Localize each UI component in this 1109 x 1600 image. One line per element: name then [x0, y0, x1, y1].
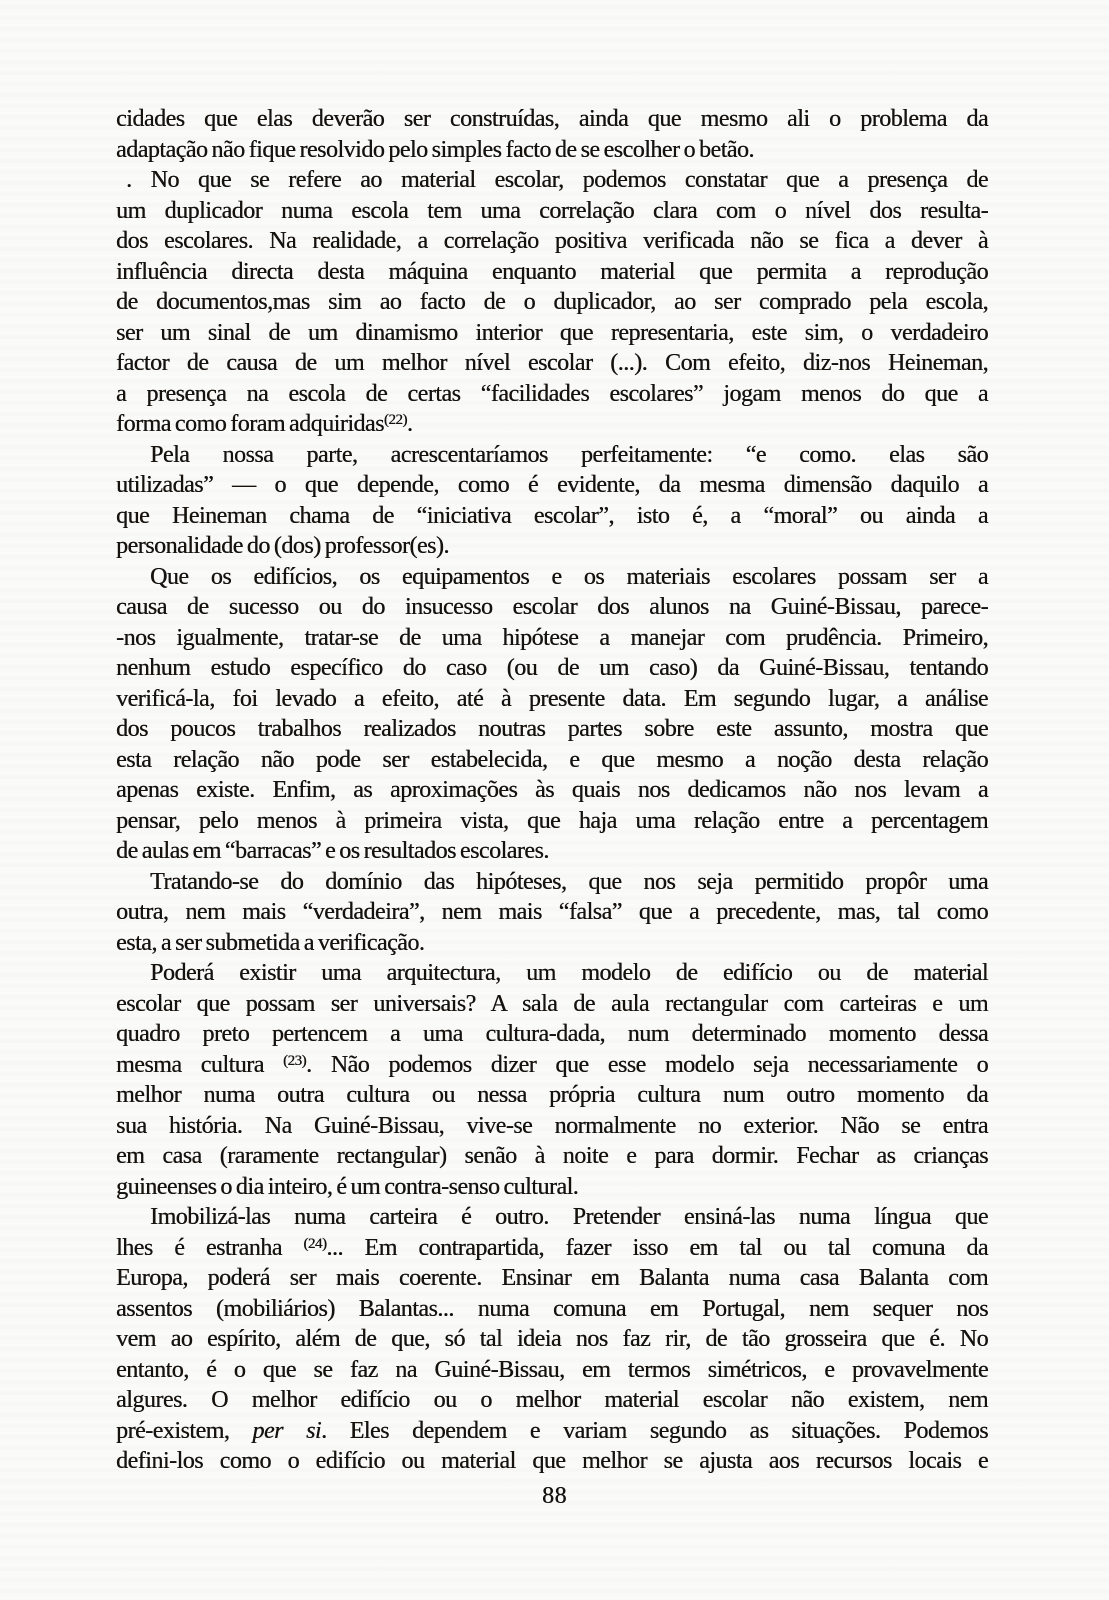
text-line: [116, 1233, 988, 1264]
text-run: esta, a ser submetida a verificação.: [116, 929, 425, 956]
text-run: utilizadas” — o que depende, como é evidente, da mesma dimensão daquilo a: [116, 472, 988, 498]
text-run: causa de sucesso ou do insucesso escolar dos alunos na Guiné-Bissau, parece-: [116, 594, 988, 620]
text-line: [116, 287, 988, 318]
text-line: [116, 592, 988, 623]
text-run: Que os edifícios, os equipamentos e os materiais escolares possam ser a: [150, 563, 988, 590]
text-line: [116, 745, 988, 776]
text-line: [116, 562, 988, 593]
text-line: [116, 501, 988, 532]
text-run: outra, nem mais “verdadeira”, nem mais “falsa” que a precedente, mas, tal como: [116, 899, 988, 925]
page-number: 88: [542, 1483, 567, 1509]
text-run: de documentos,mas sim ao facto de o duplicador, ao ser comprado pela escola,: [116, 289, 988, 315]
text-run: . No que se refere ao material escolar, podemos constatar que a presença de: [126, 167, 988, 193]
text-run: Tratando-se do domínio das hipóteses, que nos seja permitido propôr uma: [150, 868, 988, 895]
text-line: [116, 104, 988, 135]
text-line: [116, 318, 988, 349]
text-run: vem ao espírito, além de que, só tal ideia nos faz rir, de tão grosseira que é. No: [116, 1326, 988, 1352]
text-line: [116, 196, 988, 227]
body-text: [116, 104, 988, 1477]
italic-text: per si: [252, 1417, 321, 1444]
text-line: [116, 1385, 988, 1416]
text-line: [116, 958, 988, 989]
footnote-ref: (22): [383, 412, 407, 428]
text-line: [116, 684, 988, 715]
text-run: mesma cultura: [116, 1051, 283, 1078]
text-run: . Eles dependem e variam segundo as situações. Podemos: [321, 1417, 988, 1444]
text-run: algures. O melhor edifício ou o melhor material escolar não existem, nem: [116, 1387, 988, 1413]
text-line: [116, 897, 988, 928]
text-run: nenhum estudo específico do caso (ou de um caso) da Guiné-Bissau, tentando: [116, 655, 988, 681]
text-line: [116, 1080, 988, 1111]
text-run: influência directa desta máquina enquanto material que permita a reprodução: [116, 258, 988, 285]
text-run: pensar, pelo menos à primeira vista, que haja uma relação entre a percentagem: [116, 807, 988, 834]
text-line: [116, 440, 988, 471]
text-line: [116, 867, 988, 898]
text-run: ser um sinal de um dinamismo interior que representaria, este sim, o verdadeiro: [116, 319, 988, 346]
text-line: [116, 165, 988, 196]
text-line: [116, 348, 988, 379]
text-line: [116, 1202, 988, 1233]
text-line: [116, 1294, 988, 1325]
text-line: [116, 257, 988, 288]
text-line: [116, 135, 988, 166]
text-line: [116, 775, 988, 806]
text-run: cidades que elas deverão ser construídas, ainda que mesmo ali o problema da: [116, 106, 988, 132]
text-line: [116, 1141, 988, 1172]
text-line: [116, 379, 988, 410]
text-run: ... Em contrapartida, fazer isso em tal ou tal comuna da: [326, 1234, 988, 1261]
text-run: pré-existem,: [116, 1417, 253, 1444]
text-run: escolar que possam ser universais? A sala de aula rectangular com carteiras e um: [116, 990, 988, 1017]
text-run: defini-los como o edifício ou material que melhor se ajusta aos recursos locais e: [116, 1448, 988, 1474]
text-line: [116, 806, 988, 837]
text-line: [116, 653, 988, 684]
text-run: um duplicador numa escola tem uma correlação clara com o nível dos resulta-: [116, 197, 988, 224]
text-line: [116, 623, 988, 654]
text-run: guineenses o dia inteiro, é um contra-senso cultural.: [116, 1173, 579, 1200]
text-line: [116, 1050, 988, 1081]
text-line: [116, 1324, 988, 1355]
text-run: factor de causa de um melhor nível escolar (...). Com efeito, diz-nos Heineman,: [116, 350, 988, 376]
text-line: [116, 226, 988, 257]
text-run: esta relação não pode ser estabelecida, e que mesmo a noção desta relação: [116, 746, 988, 773]
text-run: forma como foram adquiridas: [116, 411, 384, 437]
text-line: [116, 470, 988, 501]
text-run: quadro preto pertencem a uma cultura-dada, num determinado momento dessa: [116, 1021, 988, 1047]
text-line: [116, 714, 988, 745]
text-run: adaptação não fique resolvido pelo simples facto de se escolher o betão.: [116, 136, 754, 163]
text-line: [116, 836, 988, 867]
text-run: verificá-la, foi levado a efeito, até à presente data. Em segundo lugar, a análise: [116, 685, 988, 712]
text-line: [116, 928, 988, 959]
text-line: [116, 409, 988, 440]
text-line: [116, 1263, 988, 1294]
text-run: assentos (mobiliários) Balantas... numa comuna em Portugal, nem sequer nos: [116, 1295, 988, 1322]
text-run: sua história. Na Guiné-Bissau, vive-se normalmente no exterior. Não se entra: [116, 1112, 988, 1139]
text-run: que Heineman chama de “iniciativa escolar”, isto é, a “moral” ou ainda a: [116, 502, 988, 529]
text-run: . Não podemos dizer que esse modelo seja necessariamente o: [306, 1051, 988, 1078]
text-line: [116, 1446, 988, 1477]
footnote-ref: (24): [303, 1235, 327, 1252]
text-line: [116, 1111, 988, 1142]
text-run: de aulas em “barracas” e os resultados escolares.: [116, 838, 549, 864]
text-run: Imobilizá-las numa carteira é outro. Pretender ensiná-las numa língua que: [150, 1204, 988, 1230]
text-run: apenas existe. Enfim, as aproximações às quais nos dedicamos não nos levam a: [116, 777, 988, 803]
text-line: [116, 1416, 988, 1447]
text-run: dos escolares. Na realidade, a correlação positiva verificada não se fica a dever à: [116, 228, 988, 254]
text-line: [116, 989, 988, 1020]
text-run: entanto, é o que se faz na Guiné-Bissau, em termos simétricos, e provavelmente: [116, 1356, 988, 1383]
text-line: [116, 531, 988, 562]
text-run: personalidade do (dos) professor(es).: [116, 533, 449, 559]
text-line: [116, 1019, 988, 1050]
text-run: dos poucos trabalhos realizados noutras partes sobre este assunto, mostra que: [116, 716, 988, 742]
text-run: em casa (raramente rectangular) senão à noite e para dormir. Fechar as crianças: [116, 1143, 988, 1169]
text-run: Europa, poderá ser mais coerente. Ensinar em Balanta numa casa Balanta com: [116, 1265, 988, 1291]
text-run: a presença na escola de certas “facilidades escolares” jogam menos do que a: [116, 380, 988, 407]
text-run: Pela nossa parte, acrescentaríamos perfeitamente: “e como. elas são: [150, 441, 988, 468]
text-run: lhes é estranha: [116, 1234, 304, 1261]
text-line: [116, 1355, 988, 1386]
text-run: -nos igualmente, tratar-se de uma hipótese a manejar com prudência. Primeiro,: [116, 624, 988, 651]
text-run: Poderá existir uma arquitectura, um modelo de edifício ou de material: [150, 960, 988, 986]
text-run: melhor numa outra cultura ou nessa própria cultura num outro momento da: [116, 1082, 988, 1108]
text-line: [116, 1172, 988, 1203]
text-run: .: [406, 411, 413, 437]
footnote-ref: (23): [283, 1052, 306, 1069]
